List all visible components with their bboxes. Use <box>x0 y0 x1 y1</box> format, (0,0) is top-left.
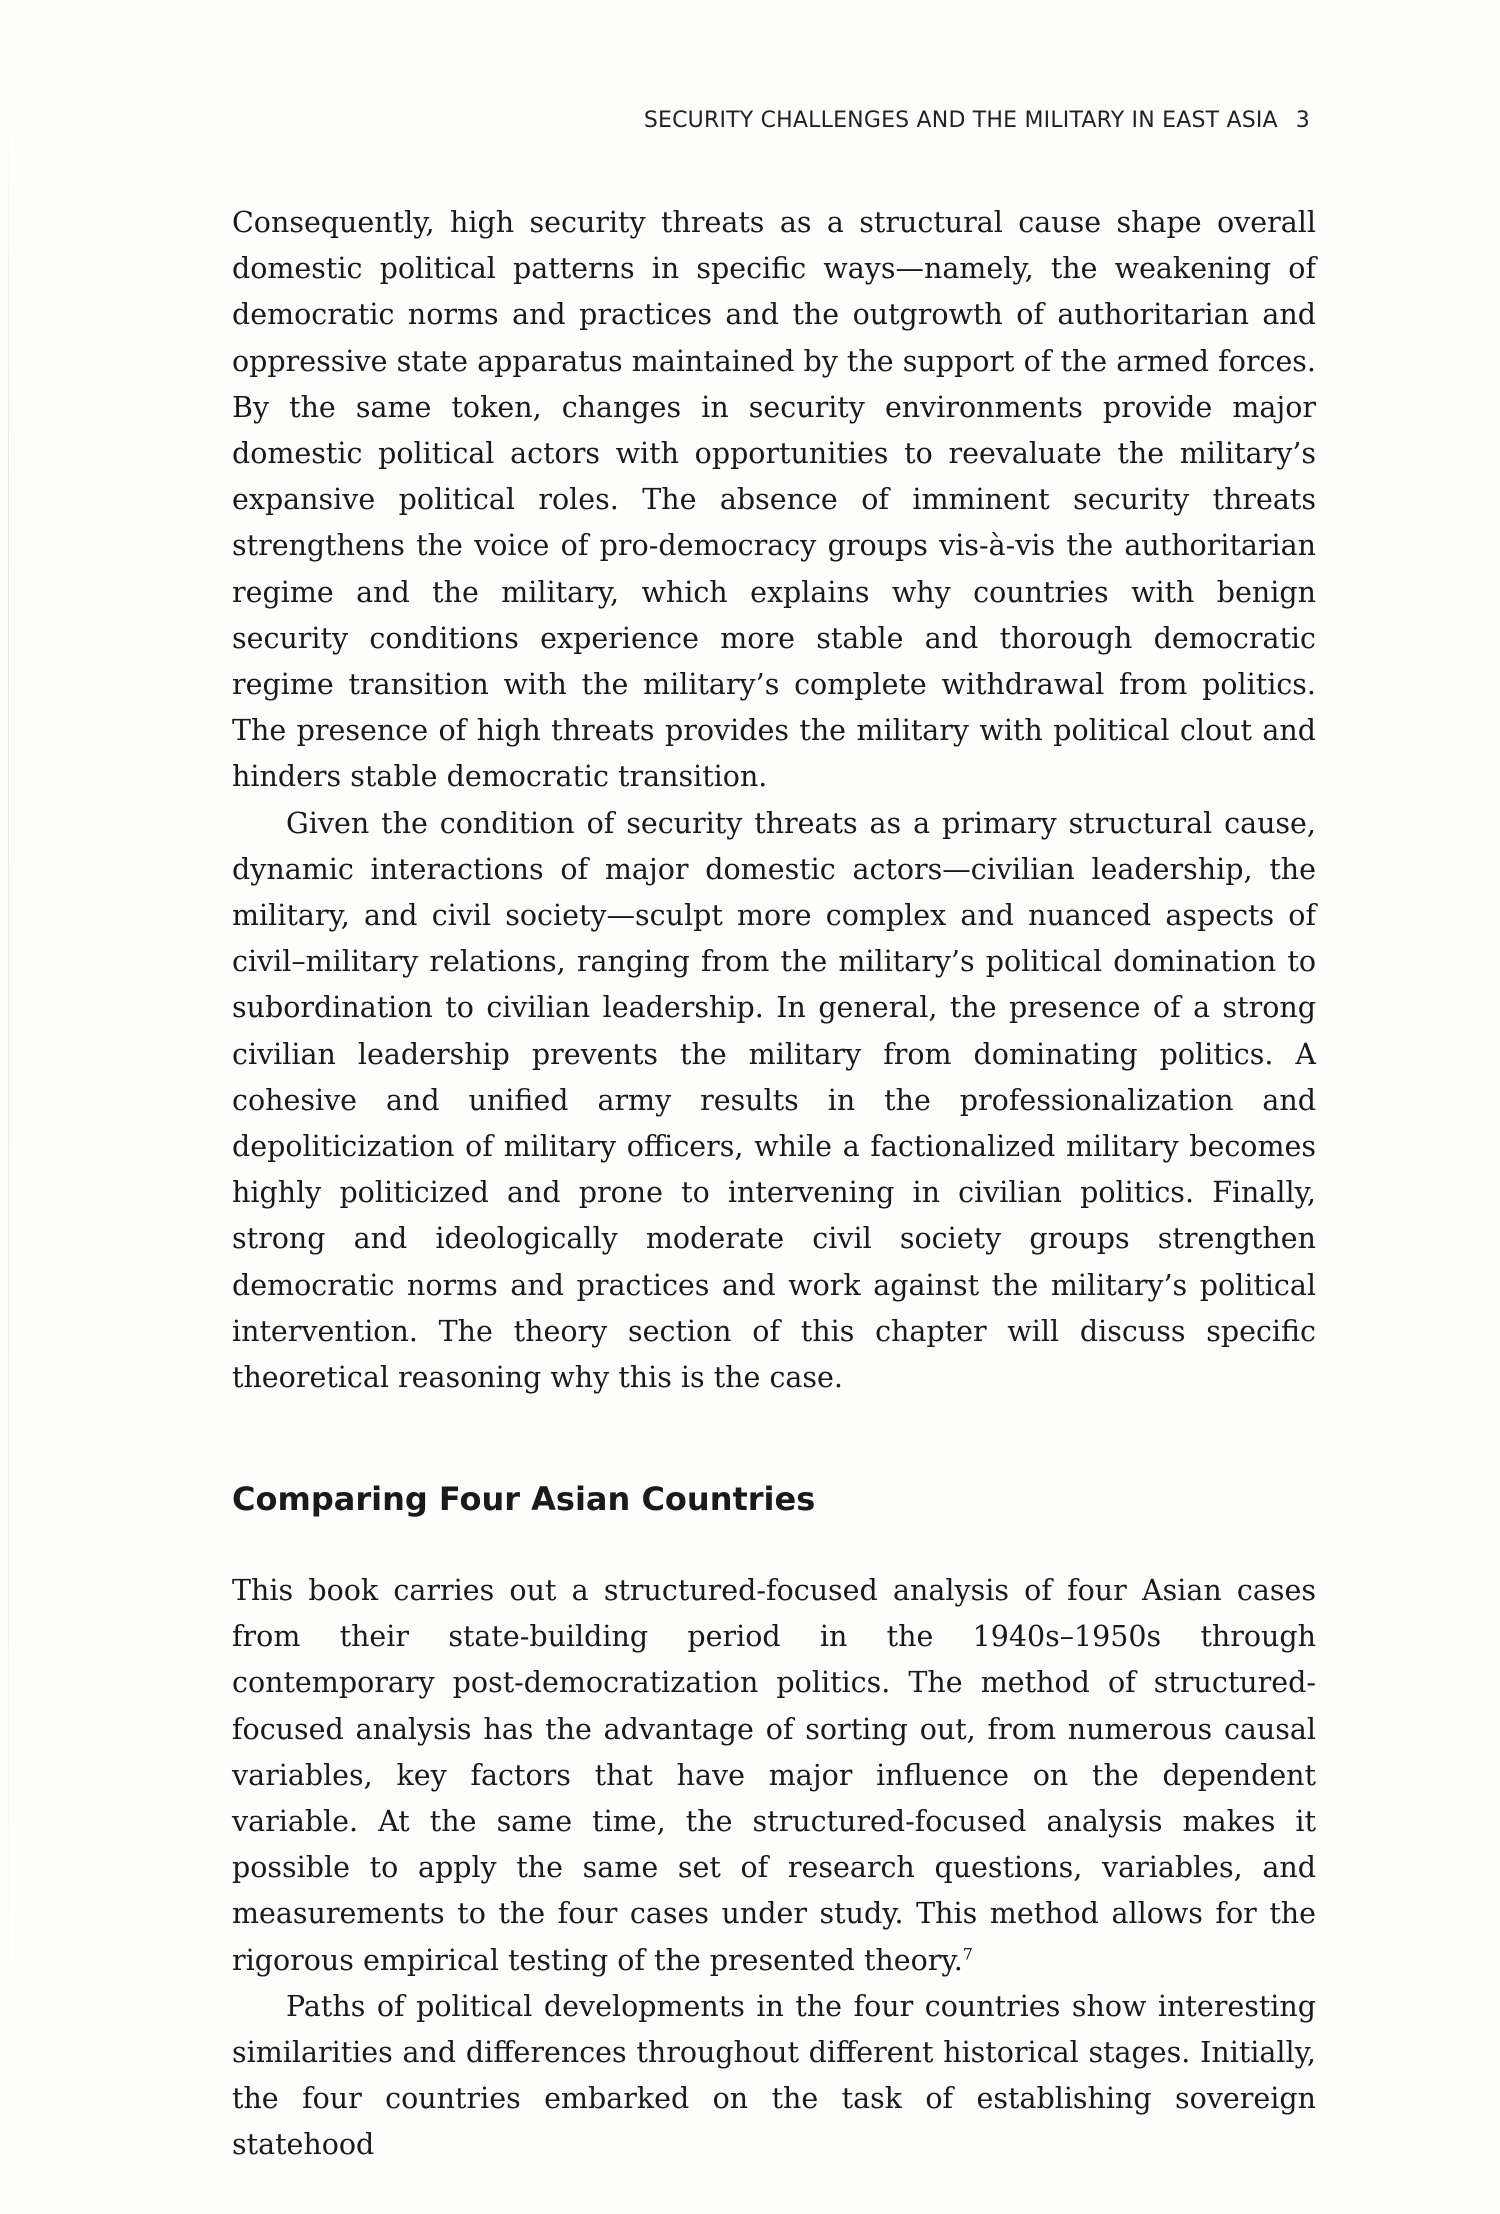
footnote-ref: 7 <box>962 1944 973 1964</box>
section-heading: Comparing Four Asian Countries <box>232 1480 816 1518</box>
body-text-top <box>232 200 1316 1401</box>
paragraph: Given the condition of security threats as a primary structural cause, dynamic interactions of major domestic actors—civilian leadership, the military, and civil society—sculpt more complex and nuanced aspects of civil–military relations, ranging from the military’s political domination to subordination to civilian leadership. In general, the presence of a strong civilian leadership prevents the military from dominating politics. A cohesive and unified army results in the professionalization and depoliticization of military officers, while a factionalized military becomes highly politicized and prone to intervening in civilian politics. Finally, strong and ideologically moderate civil society groups strengthen democratic norms and practices and work against the military’s political intervention. The theory section of this chapter will discuss specific theoretical reasoning why this is the case. <box>232 806 1316 1395</box>
running-header <box>644 108 1310 133</box>
paragraph: Consequently, high security threats as a structural cause shape overall domestic political patterns in specific ways—namely, the weakening of democratic norms and practices and the outgrowth of authoritarian and oppressive state apparatus maintained by the support of the armed forces. By the same token, changes in security environments provide major domestic political actors with opportunities to reevaluate the military’s expansive political roles. The absence of imminent security threats strengthens the voice of pro-democracy groups vis-à-vis the authoritarian regime and the military, which explains why countries with benign security conditions experience more stable and thorough democratic regime transition with the military’s complete withdrawal from politics. The presence of high threats provides the military with political clout and hinders stable democratic transition. <box>232 206 1316 794</box>
page-number: 3 <box>1295 108 1310 133</box>
body-text-section <box>232 1568 1316 2169</box>
scan-edge <box>8 60 9 2160</box>
paragraph-text: This book carries out a structured-focused analysis of four Asian cases from their state-building period in the 1940s–1950s through contemporary post-democratization politics. The method of structured-focused analysis has the advantage of sorting out, from numerous causal variables, key factors that have major influence on the dependent variable. At the same time, the structured-focused analysis makes it possible to apply the same set of research questions, variables, and measurements to the four cases under study. This method allows for the rigorous empirical testing of the presented theory. <box>232 1574 1316 1977</box>
paragraph: Paths of political developments in the four countries show interesting similarities and differences throughout different historical stages. Initially, the four countries embarked on the task of establishing sovereign statehood <box>232 1989 1316 2162</box>
paragraph <box>232 1568 1316 1984</box>
running-title: SECURITY CHALLENGES AND THE MILITARY IN EAST ASIA <box>643 108 1278 133</box>
